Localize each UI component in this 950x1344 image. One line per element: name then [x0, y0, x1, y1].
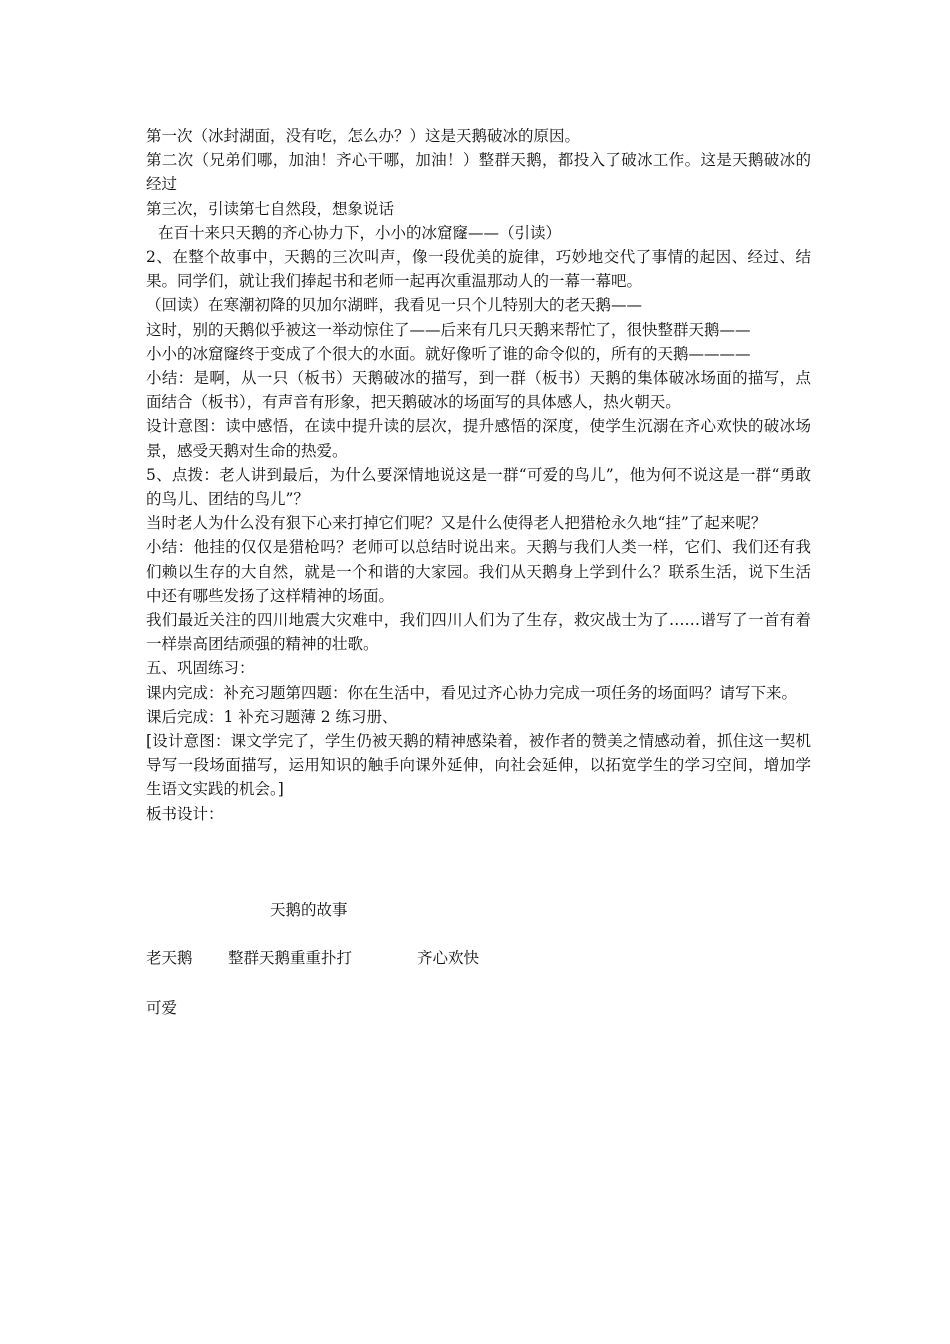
document-body	[146, 124, 811, 826]
paragraph-design-intent-2: [设计意图：课文学完了，学生仍被天鹅的精神感染着，被作者的赞美之情感动着，抓住这一契机导写一段场面描写，运用知识的触手向课外延伸，向社会延伸，以拓宽学生的学习空间，增加学生语文实践的机会。]	[146, 732, 811, 799]
heading-practice: 五、巩固练习：	[146, 659, 255, 678]
paragraph-sichuan: 我们最近关注的四川地震大灾难中，我们四川人们为了生存，救灾战士为了……谱写了一首有着一样崇高团结顽强的精神的壮歌。	[146, 611, 811, 654]
paragraph-first-call: 第一次（冰封湖面，没有吃，怎么办？）这是天鹅破冰的原因。	[146, 127, 581, 145]
board-title: 天鹅的故事	[270, 901, 348, 919]
paragraph-in-class: 课内完成：补充习题第四题：你在生活中，看见过齐心协力完成一项任务的场面吗？请写下来。	[146, 683, 798, 702]
paragraph-question: 当时老人为什么没有狠下心来打掉它们呢？又是什么使得老人把猎枪永久地“挂”了起来呢？	[146, 514, 767, 533]
paragraph-others-help: 这时，别的天鹅似乎被这一举动惊住了——后来有几只天鹅来帮忙了，很快整群天鹅——	[146, 320, 751, 339]
paragraph-summary-1: 小结：是啊，从一只（板书）天鹅破冰的描写，到一群（板书）天鹅的集体破冰场面的描写，点面结合（板书），有声音有形象，把天鹅破冰的场面写的具体感人，热火朝天。	[146, 369, 811, 412]
board-col-whole-flock: 整群天鹅重重扑打	[228, 949, 353, 967]
paragraph-third-call: 第三次，引读第七自然段，想象说话	[146, 199, 395, 218]
paragraph-summary-2: 小结：他挂的仅仅是猎枪吗？老师可以总结时说出来。天鹅与我们人类一样，它们、我们还有我们赖以生存的大自然，就是一个和谐的大家园。我们从天鹅身上学到什么？联系生活，说下生活中还有哪些发扬了这样精神的场面。	[146, 538, 811, 605]
paragraph-guided-reading: 在百十来只天鹅的齐心协力下，小小的冰窟窿——（引读）	[158, 223, 562, 242]
board-col-old-swan: 老天鹅	[146, 949, 193, 967]
paragraph-section-2: 2、在整个故事中，天鹅的三次叫声，像一段优美的旋律，巧妙地交代了事情的起因、经过、结果。同学们，就让我们捧起书和老师一起再次重温那动人的一幕一幕吧。	[146, 248, 811, 291]
board-bottom-lovely: 可爱	[146, 999, 178, 1017]
paragraph-second-call: 第二次（兄弟们哪，加油！齐心干哪，加油！）整群天鹅，都投入了破冰工作。这是天鹅破冰的经过	[146, 151, 811, 194]
paragraph-water-surface: 小小的冰窟窿终于变成了个很大的水面。就好像听了谁的命令似的，所有的天鹅————	[146, 344, 751, 363]
paragraph-section-5: 5、点拨：老人讲到最后，为什么要深情地说这是一群“可爱的鸟儿”，他为何不说这是一群“勇敢的鸟儿、团结的鸟儿”？	[146, 465, 811, 509]
paragraph-after-class: 课后完成：1 补充习题薄 2 练习册、	[146, 707, 398, 726]
heading-board-design: 板书设计：	[146, 804, 224, 823]
paragraph-design-intent-1: 设计意图：读中感悟，在读中提升读的层次，提升感悟的深度，使学生沉溺在齐心欢快的破冰场景，感受天鹅对生命的热爱。	[146, 417, 811, 460]
board-col-united: 齐心欢快	[417, 949, 480, 967]
paragraph-reread: （回读）在寒潮初降的贝加尔湖畔，我看见一只个儿特别大的老天鹅——	[146, 296, 643, 315]
